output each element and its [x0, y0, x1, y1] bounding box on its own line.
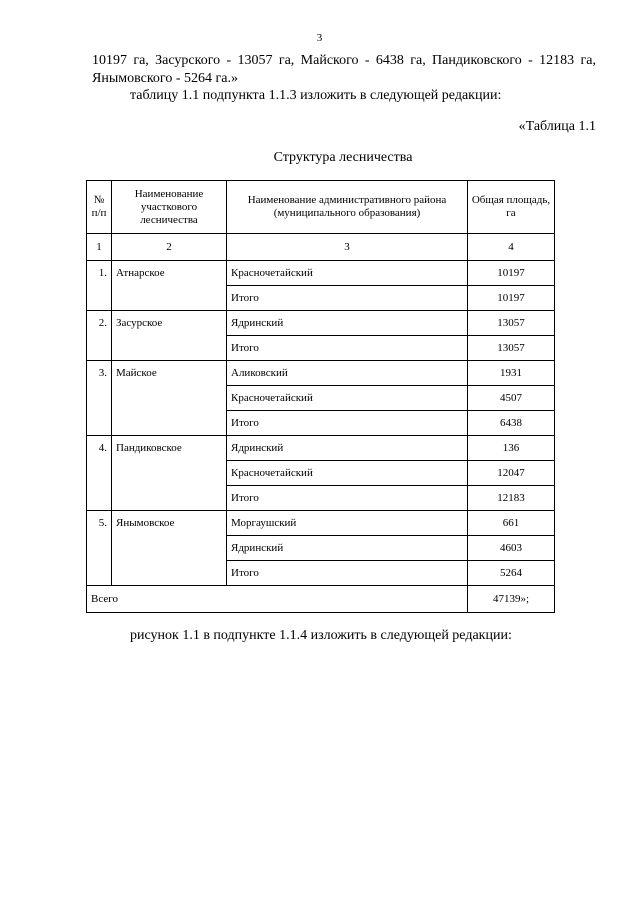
area-value: 6438: [468, 411, 555, 436]
table-header-row: [87, 181, 555, 234]
header-site: Наименование участкового лесничества: [112, 181, 227, 234]
district-name: Моргаушский: [227, 511, 468, 536]
district-name: Итого: [227, 336, 468, 361]
area-value: 12047: [468, 461, 555, 486]
district-name: Ядринский: [227, 311, 468, 336]
table-title: Структура лесничества: [273, 150, 413, 165]
table-row: [87, 311, 555, 336]
site-name: Майское: [112, 361, 227, 436]
district-name: Итого: [227, 286, 468, 311]
area-value: 4603: [468, 536, 555, 561]
district-name: Ядринский: [227, 436, 468, 461]
col-number: 1: [87, 234, 112, 261]
table-row: [87, 436, 555, 461]
district-name: Итого: [227, 561, 468, 586]
area-value: 1931: [468, 361, 555, 386]
table-row: [87, 361, 555, 386]
header-num: № п/п: [87, 181, 112, 234]
district-name: Итого: [227, 411, 468, 436]
area-value: 10197: [468, 286, 555, 311]
table-total-row: [87, 586, 555, 613]
page-number: 3: [316, 32, 323, 44]
area-value: 13057: [468, 311, 555, 336]
site-name: Пандиковское: [112, 436, 227, 511]
row-number: 2.: [87, 311, 112, 361]
area-value: 136: [468, 436, 555, 461]
site-name: Янымовское: [112, 511, 227, 586]
area-value: 10197: [468, 261, 555, 286]
area-value: 5264: [468, 561, 555, 586]
table-row: [87, 511, 555, 536]
col-number: 4: [468, 234, 555, 261]
instruction-text: таблицу 1.1 подпункта 1.1.3 изложить в следующей редакции:: [130, 88, 502, 103]
district-name: Красночетайский: [227, 461, 468, 486]
intro-line-1: 10197 га, Засурского - 13057 га, Майского - 6438 га, Пандиковского - 12183 га,: [92, 53, 596, 68]
table-label: «Таблица 1.1: [518, 119, 596, 134]
forestry-structure-table: [86, 180, 555, 613]
row-number: 5.: [87, 511, 112, 586]
district-name: Аликовский: [227, 361, 468, 386]
table-body: [87, 261, 555, 586]
site-name: Засурское: [112, 311, 227, 361]
header-district: Наименование административного района (муниципального образования): [227, 181, 468, 234]
row-number: 1.: [87, 261, 112, 311]
site-name: Атнарское: [112, 261, 227, 311]
total-area: 47139»;: [468, 586, 555, 613]
outro-text: рисунок 1.1 в подпункте 1.1.4 изложить в следующей редакции:: [130, 628, 512, 643]
district-name: Красночетайский: [227, 386, 468, 411]
header-area: Общая площадь, га: [468, 181, 555, 234]
area-value: 661: [468, 511, 555, 536]
row-number: 3.: [87, 361, 112, 436]
col-number: 3: [227, 234, 468, 261]
district-name: Итого: [227, 486, 468, 511]
district-name: Ядринский: [227, 536, 468, 561]
area-value: 4507: [468, 386, 555, 411]
intro-line-2: Янымовского - 5264 га.»: [92, 71, 238, 86]
district-name: Красночетайский: [227, 261, 468, 286]
area-value: 12183: [468, 486, 555, 511]
col-number: 2: [112, 234, 227, 261]
column-number-row: [87, 234, 555, 261]
table-row: [87, 261, 555, 286]
total-label: Всего: [87, 586, 468, 613]
intro-paragraph: [92, 52, 596, 88]
area-value: 13057: [468, 336, 555, 361]
row-number: 4.: [87, 436, 112, 511]
